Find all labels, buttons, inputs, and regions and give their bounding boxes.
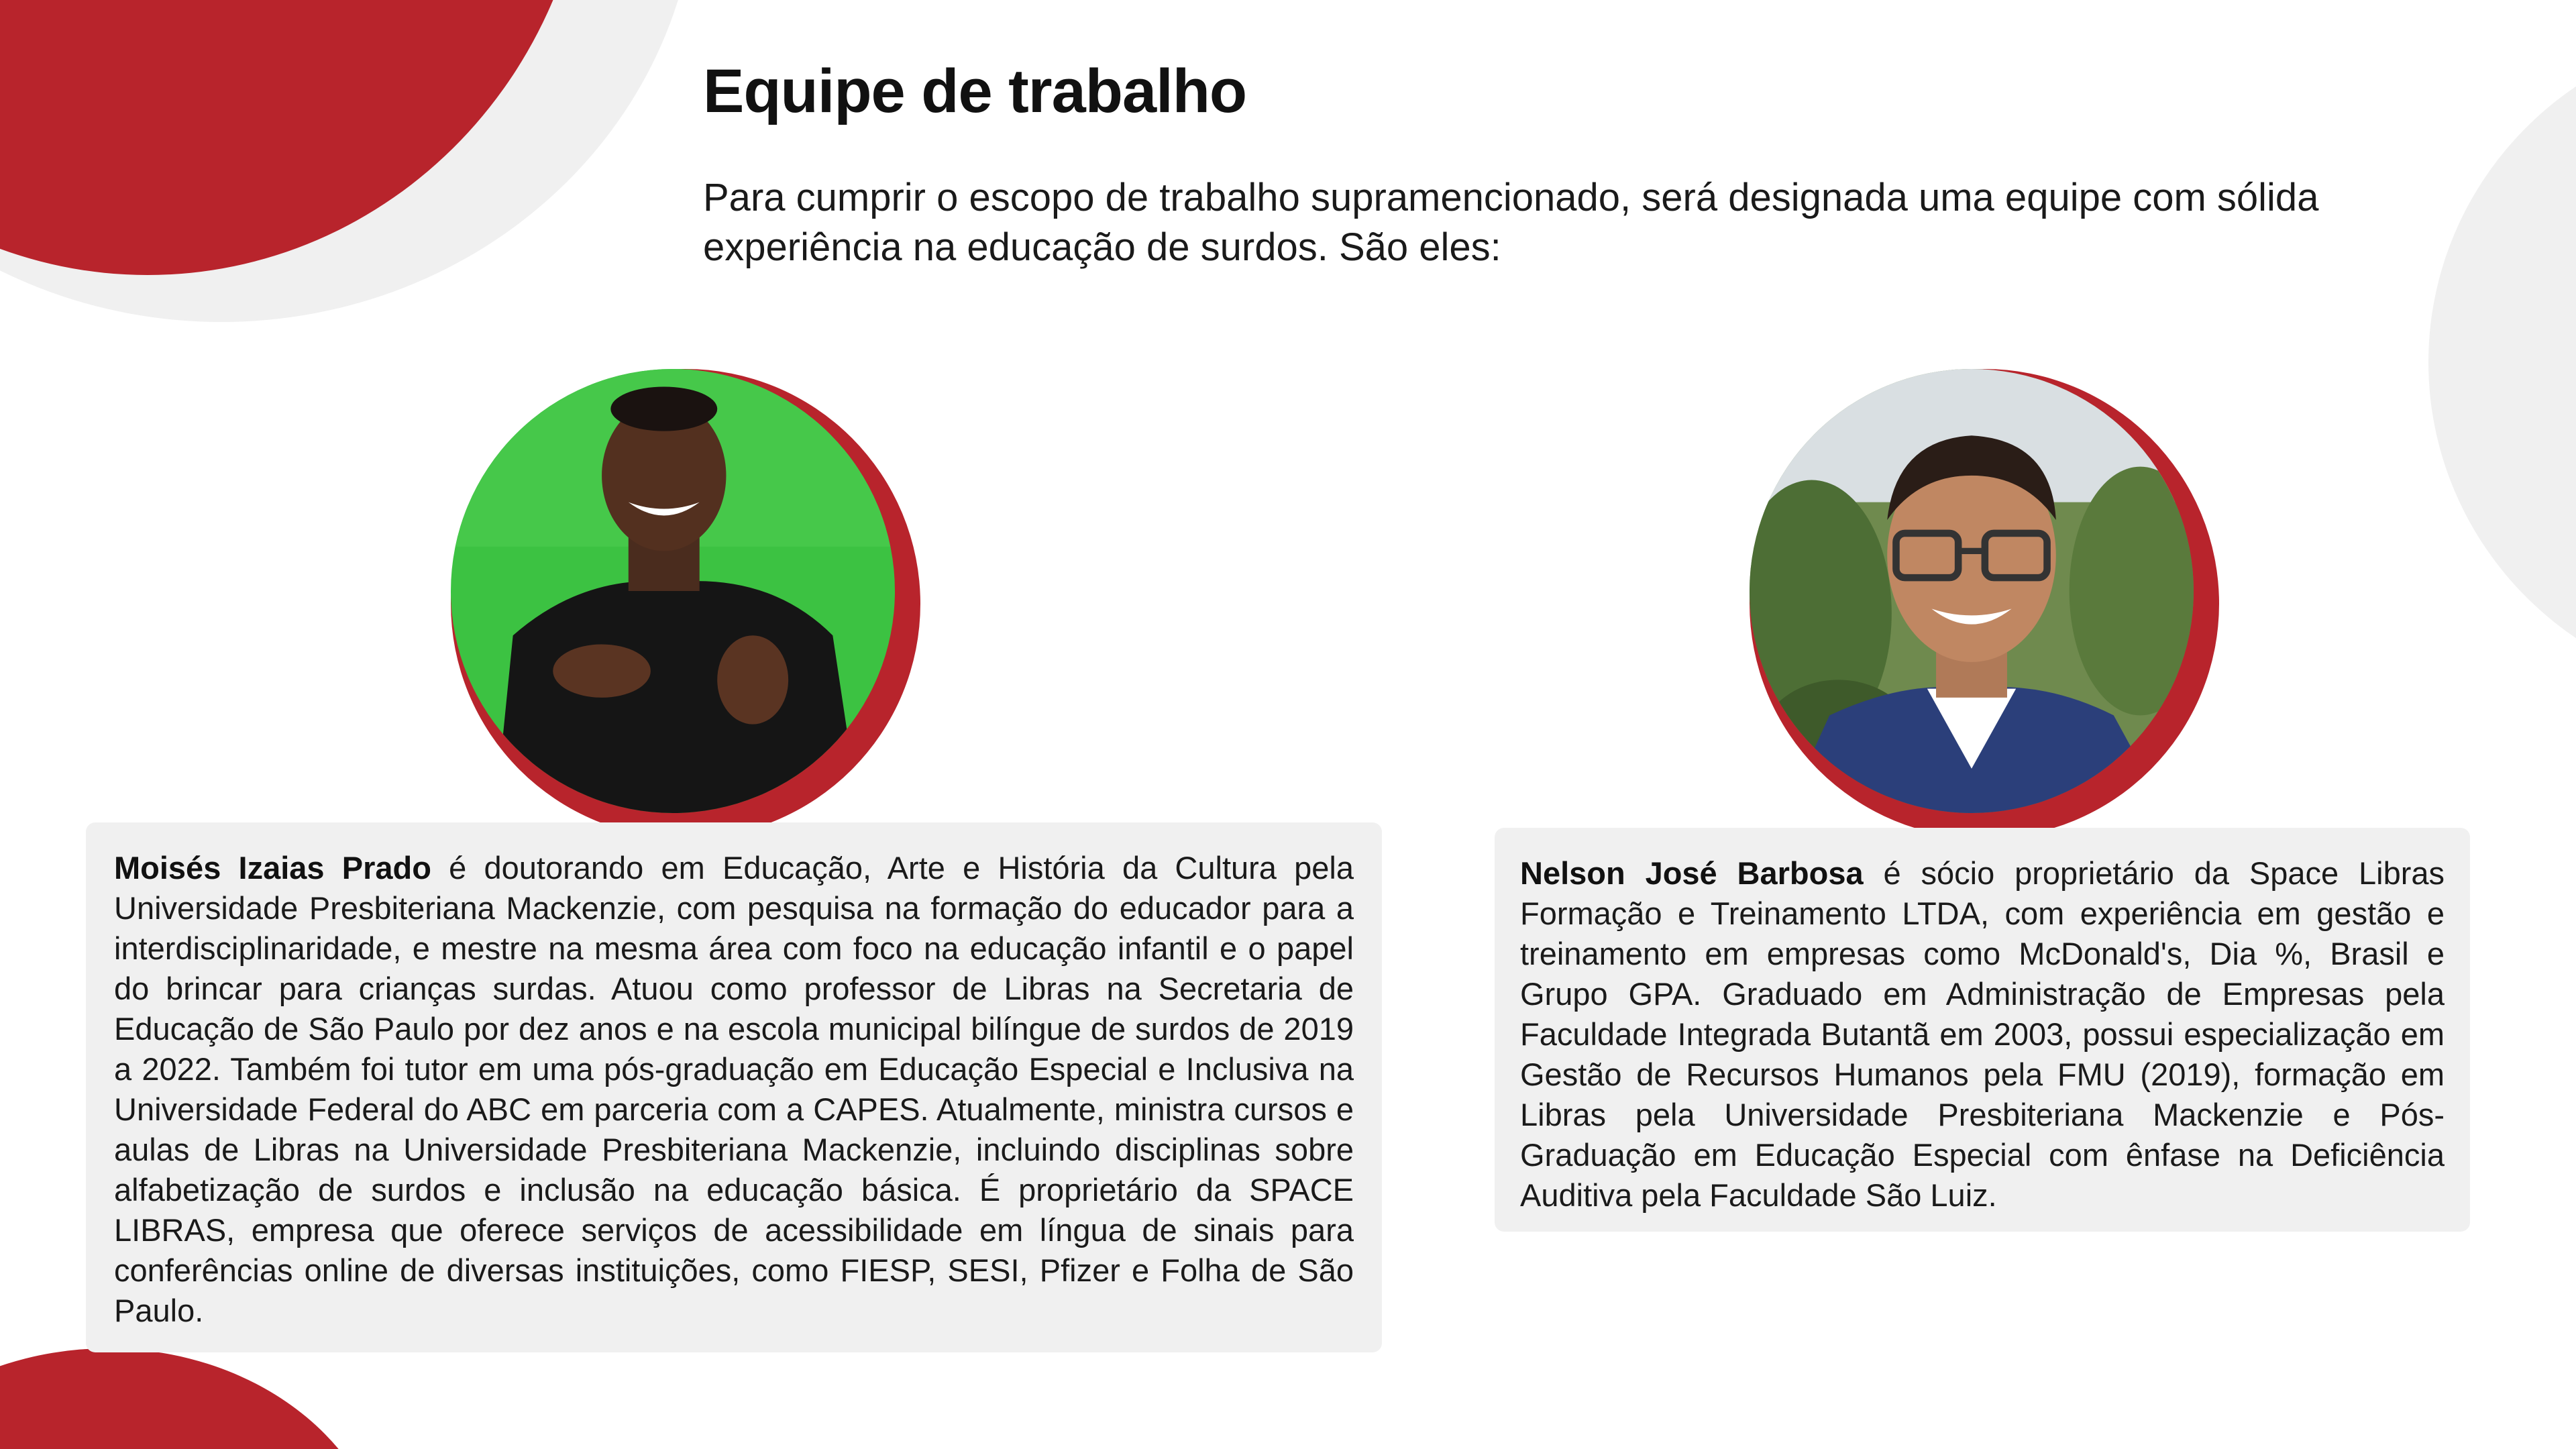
bio-card-moises xyxy=(86,822,1382,1352)
intro-text: Para cumprir o escopo de trabalho supramencionado, será designada uma equipe com sólida experiência na educação de surdos. São eles: xyxy=(703,176,2319,269)
decor-circle-red-bottom-left xyxy=(0,1348,389,1449)
member-photo-nelson xyxy=(1750,369,2219,839)
member-photo-moises xyxy=(451,369,920,839)
decor-circle-grey-right xyxy=(2428,27,2576,698)
member-name: Nelson José Barbosa xyxy=(1520,855,1864,891)
portrait-image xyxy=(451,369,895,813)
portrait-image xyxy=(1750,369,2194,813)
bio-card-nelson xyxy=(1495,828,2470,1232)
member-bio: é sócio proprietário da Space Libras Formação e Treinamento LTDA, com experiência em gestão e treinamento em empresas como McDonald's, Dia %, Brasil e Grupo GPA. Graduado em Administração de Empresas pela Faculdade Integrada Butantã em 2003, possui especialização em Gestão de Recursos Humanos pela FMU (2019), formação em Libras pela Universidade Presbiteriana Mackenzie e Pós-Graduação em Educação Especial com ênfase na Deficiência Auditiva pela Faculdade São Luiz. xyxy=(1520,855,2445,1213)
page-title: Equipe de trabalho xyxy=(703,57,1247,125)
member-bio: é doutorando em Educação, Arte e História da Cultura pela Universidade Presbiteriana Mackenzie, com pesquisa na formação do educador para a interdisciplinaridade, e mestre na mesma área com foco na educação infantil e o papel do brincar para crianças surdas. Atuou como professor de Libras na Secretaria de Educação de São Paulo por dez anos e na escola municipal bilíngue de surdos de 2019 a 2022. Também foi tutor em uma pós-graduação em Educação Especial e Inclusiva na Universidade Federal do ABC em parceria com a CAPES. Atualmente, ministra cursos e aulas de Libras na Universidade Presbiteriana Mackenzie, incluindo disciplinas sobre alfabetização de surdos e inclusão na educação básica. É proprietário da SPACE LIBRAS, empresa que oferece serviços de acessibilidade em língua de sinais para conferências online de diversas instituições, como FIESP, SESI, Pfizer e Folha de São Paulo. xyxy=(114,850,1354,1328)
member-name: Moisés Izaias Prado xyxy=(114,850,431,885)
